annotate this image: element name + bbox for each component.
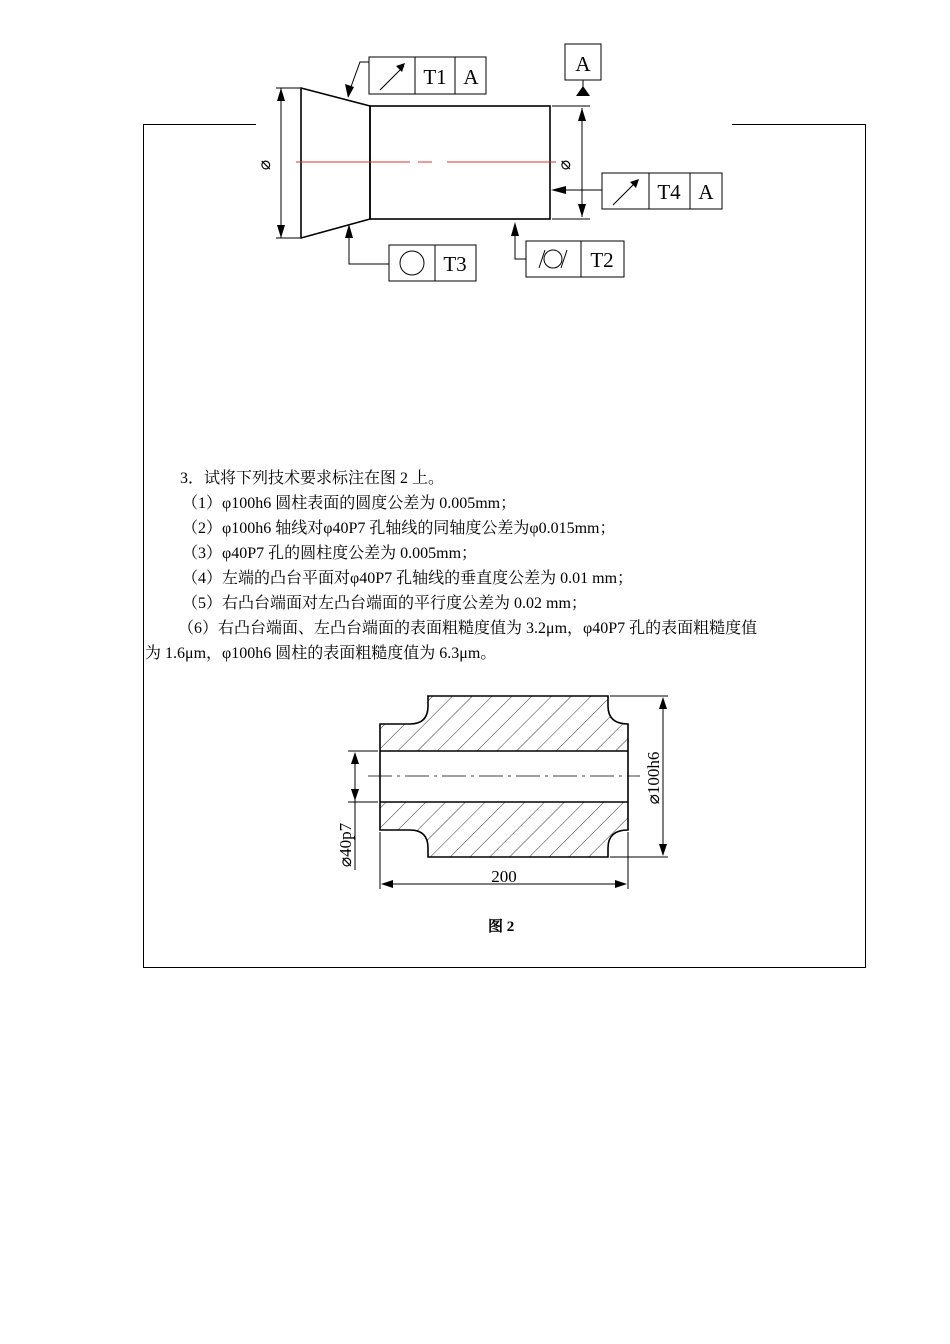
- fcf-t2-value: T2: [590, 248, 614, 272]
- requirement-6-line-1: （6）右凸台端面、左凸台端面的表面粗糙度值为 3.2μm，φ40P7 孔的表面粗糙度值: [178, 620, 758, 637]
- fcf-t1-value: T1: [423, 65, 447, 89]
- left-diameter-symbol: ⌀: [255, 159, 274, 171]
- fcf-t4-value: T4: [657, 180, 681, 204]
- requirement-5: （5）右凸台端面对左凸台端面的平行度公差为 0.02 mm；: [182, 595, 587, 612]
- requirement-6-line-2: 为 1.6μm，φ100h6 圆柱的表面粗糙度值为 6.3μm。: [145, 645, 497, 662]
- figure-2-caption: 图 2: [488, 919, 515, 935]
- requirement-4: （4）左端的凸台平面对φ40P7 孔轴线的垂直度公差为 0.01 mm；: [182, 570, 634, 587]
- requirement-2: （2）φ100h6 轴线对φ40P7 孔轴线的同轴度公差为φ0.015mm；: [182, 520, 616, 537]
- requirement-3: （3）φ40P7 孔的圆柱度公差为 0.005mm；: [182, 545, 478, 562]
- requirement-1: （1）φ100h6 圆柱表面的圆度公差为 0.005mm；: [182, 495, 517, 512]
- dim-hole-diameter: ⌀40p7: [336, 822, 355, 868]
- dim-outer-diameter: ⌀100h6: [644, 751, 663, 805]
- dim-length: 200: [491, 867, 517, 886]
- question-heading: 3．试将下列技术要求标注在图 2 上。: [180, 470, 445, 487]
- fcf-t1-datum: A: [463, 65, 479, 89]
- datum-a-label: A: [575, 52, 591, 76]
- right-diameter-symbol: ⌀: [555, 159, 574, 171]
- fcf-t4-datum: A: [698, 180, 714, 204]
- fcf-t3-value: T3: [443, 252, 467, 276]
